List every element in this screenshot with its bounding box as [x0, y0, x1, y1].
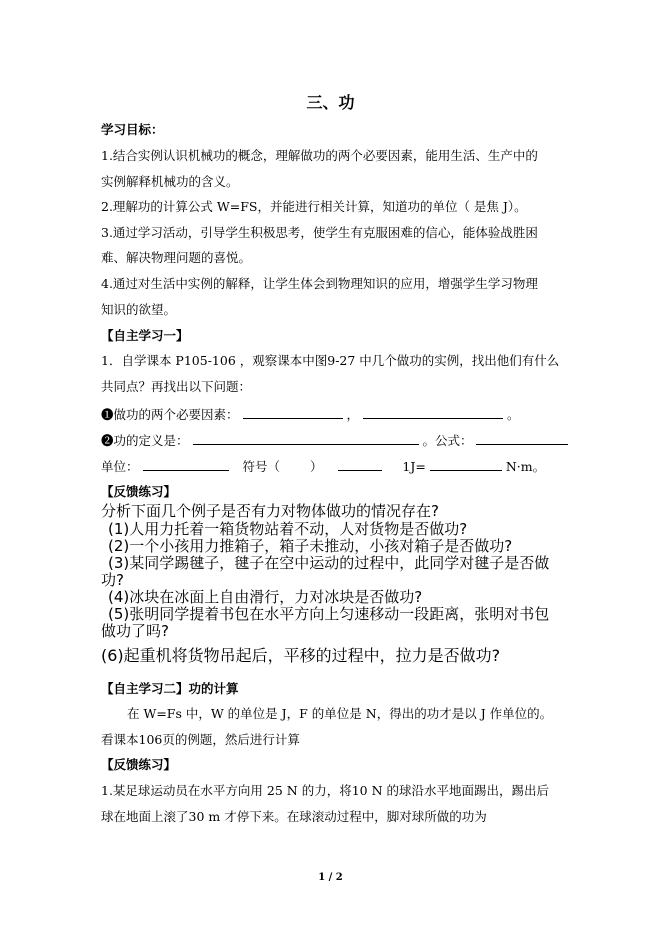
unit-row — [101, 458, 545, 475]
objective-3-line-1: 3.通过学习活动，引导学生积极思考，使学生有克服困难的信心，能体验战胜困 — [101, 225, 538, 240]
definition-label: ❷功的定义是： — [101, 433, 189, 448]
symbol-value-blank[interactable] — [338, 458, 382, 471]
page-title: 三、功 — [306, 93, 355, 112]
self-study-2-heading: 【自主学习二】 — [101, 681, 189, 696]
definition-blank[interactable] — [193, 432, 419, 445]
unit-blank[interactable] — [143, 458, 229, 471]
self-study-1-question-line-1: 1．自学课本 P105-106 ，观察课本中图9-27 中几个做功的实例，找出他们有什么 — [101, 353, 560, 368]
page-number: 1 / 2 — [318, 872, 343, 883]
objective-2: 2.理解功的计算公式 W=FS，并能进行相关计算，知道功的单位（ 是焦 J）。 — [101, 199, 527, 214]
example-3-line-2: 功? — [101, 571, 124, 589]
newton-metre: N·m。 — [505, 459, 546, 474]
example-6: (6)起重机将货物吊起后，平移的过程中，拉力是否做功? — [101, 646, 501, 665]
self-study-1-heading: 【自主学习一】 — [101, 328, 189, 343]
self-study-2-paragraph-1: 在 W=Fs 中，W 的单位是 J，F 的单位是 N，得出的功才是以 J 作单位的。 — [127, 706, 553, 721]
factors-row — [101, 406, 519, 423]
factor-1-blank[interactable] — [243, 406, 343, 419]
definition-row — [101, 432, 568, 449]
objective-1-line-2: 实例解释机械功的含义。 — [101, 174, 239, 189]
objective-4-line-1: 4.通过对生活中实例的解释，让学生体会到物理知识的应用，增强学生学习物理 — [101, 276, 538, 291]
factors-period: 。 — [506, 407, 520, 422]
formula-label: 。公式： — [422, 433, 473, 448]
factors-comma: ， — [346, 407, 359, 422]
example-5-line-2: 做功了吗? — [101, 622, 169, 640]
self-study-2-heading-row — [101, 681, 239, 697]
factor-2-blank[interactable] — [363, 406, 503, 419]
objective-3-line-2: 难、解决物理问题的喜悦。 — [101, 250, 252, 265]
self-study-2-paragraph-2: 看课本106页的例题，然后进行计算 — [101, 732, 300, 747]
feedback-1-heading: 【反馈练习】 — [101, 484, 177, 499]
example-1: (1)人用力托着一箱货物站着不动，人对货物是否做功? — [108, 520, 468, 538]
self-study-1-question-line-2: 共同点？再找出以下问题： — [101, 379, 252, 394]
example-5-line-1: (5)张明同学提着书包在水平方向上匀速移动一段距离，张明对书包 — [108, 605, 550, 623]
example-4: (4)冰块在冰面上自由滑行，力对冰块是否做功? — [108, 588, 423, 606]
unit-label: 单位： — [101, 459, 139, 474]
feedback-2-question-line-2: 球在地面上滚了30 m 才停下来。在球滚动过程中，脚对球所做的功为 — [101, 809, 487, 824]
symbol-close: ） — [309, 459, 323, 474]
factors-label: ❶做功的两个必要因素： — [101, 407, 239, 422]
formula-blank[interactable] — [476, 432, 568, 445]
example-2: (2)一个小孩用力推箱子，箱子未推动，小孩对箱子是否做功? — [108, 537, 513, 555]
objective-4-line-2: 知识的欲望。 — [101, 302, 177, 317]
joule-blank[interactable] — [430, 458, 502, 471]
objectives-heading: 学习目标： — [101, 122, 164, 137]
self-study-2-heading-tail: 功的计算 — [188, 681, 239, 696]
example-3-line-1: (3)某同学踢毽子，毽子在空中运动的过程中，此同学对毽子是否做 — [108, 554, 550, 572]
objective-1-line-1: 1.结合实例认识机械功的概念，理解做功的两个必要因素，能用生活、生产中的 — [101, 148, 538, 163]
symbol-label: 符号（ — [242, 459, 280, 474]
feedback-2-question-line-1: 1.某足球运动员在水平方向用 25 N 的力，将10 N 的球沿水平地面踢出，踢出后 — [101, 783, 549, 798]
joule-label: 1J= — [402, 459, 426, 474]
feedback-2-heading: 【反馈练习】 — [101, 757, 177, 772]
feedback-1-intro: 分析下面几个例子是否有力对物体做功的情况存在? — [101, 502, 439, 520]
